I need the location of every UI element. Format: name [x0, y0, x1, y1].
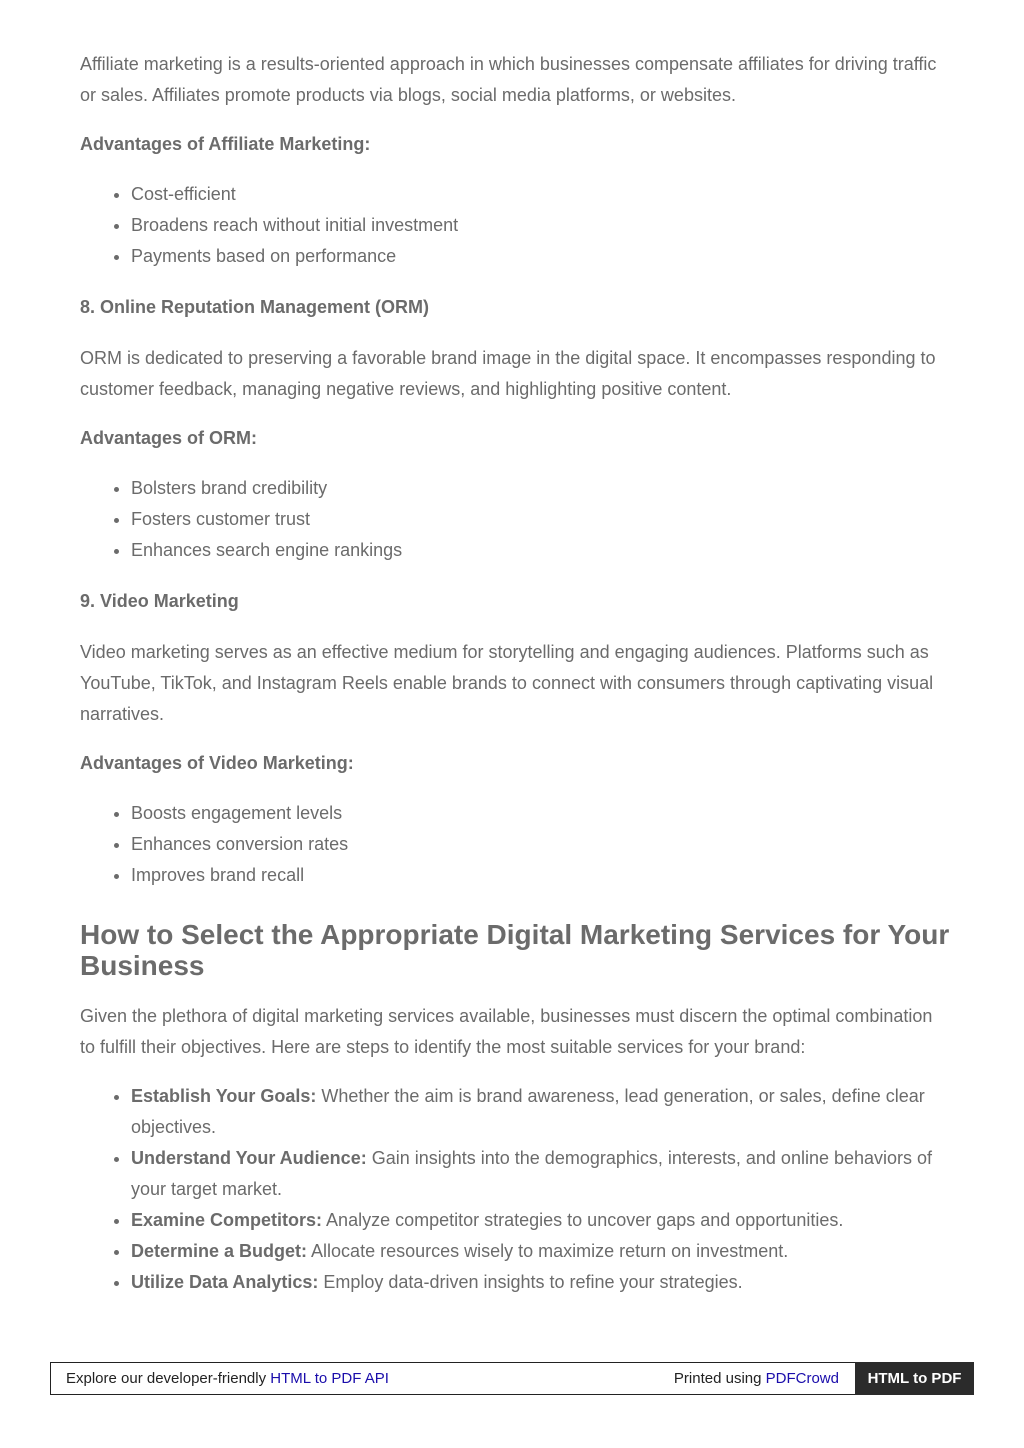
selection-steps-list — [80, 1081, 950, 1298]
step-text: Gain insights into the demographics, interests, and online behaviors of your target market. — [131, 1148, 933, 1199]
affiliate-advantages-list — [80, 179, 950, 272]
list-item — [131, 1267, 950, 1298]
select-services-paragraph: Given the plethora of digital marketing services available, businesses must discern the optimal combination to fulfill their objectives. Here are steps to identify the most suitable services for your brand: — [80, 1006, 933, 1057]
step-label: Determine a Budget: — [131, 1241, 308, 1261]
step-label: Utilize Data Analytics: — [131, 1272, 319, 1292]
list-item: • Enhances conversion rates — [131, 829, 950, 860]
footer-explore-text: Explore our developer-friendly — [66, 1370, 271, 1387]
list-item: • Boosts engagement levels — [131, 798, 950, 829]
video-paragraph: Video marketing serves as an effective medium for storytelling and engaging audiences. Platforms such as YouTube, TikTok, and Instagram Reels enable brands to connect with consumers through captivating visual narratives. — [80, 642, 934, 724]
orm-paragraph: ORM is dedicated to preserving a favorable brand image in the digital space. It encompasses responding to customer feedback, managing negative reviews, and highlighting positive content. — [80, 348, 936, 399]
step-text: Employ data-driven insights to refine your strategies. — [318, 1272, 743, 1292]
list-item — [131, 1143, 950, 1205]
footer-explore — [66, 1370, 389, 1387]
orm-heading: 8. Online Reputation Management (ORM) — [80, 297, 430, 317]
step-label: Examine Competitors: — [131, 1210, 323, 1230]
list-item — [131, 1236, 950, 1267]
html-to-pdf-badge[interactable]: HTML to PDF — [855, 1362, 974, 1395]
video-advantages-list — [80, 798, 950, 891]
orm-advantages-list — [80, 473, 950, 566]
list-item: • Fosters customer trust — [131, 504, 950, 535]
step-text: Allocate resources wisely to maximize return on investment. — [307, 1241, 789, 1261]
pdfcrowd-link[interactable]: PDFCrowd — [765, 1370, 839, 1387]
step-text: Analyze competitor strategies to uncover gaps and opportunities. — [322, 1210, 844, 1230]
list-item: • Improves brand recall — [131, 860, 950, 891]
list-item — [131, 1205, 950, 1236]
select-services-heading: How to Select the Appropriate Digital Marketing Services for Your Business — [80, 919, 950, 981]
list-item: • Cost-efficient — [131, 179, 950, 210]
list-item: • Payments based on performance — [131, 241, 950, 272]
list-item — [131, 1081, 950, 1143]
orm-advantages-heading: Advantages of ORM: — [80, 428, 258, 448]
video-advantages-heading: Advantages of Video Marketing: — [80, 753, 354, 773]
list-item: • Broadens reach without initial investment — [131, 210, 950, 241]
html-to-pdf-api-link[interactable]: HTML to PDF API — [270, 1370, 389, 1387]
step-text: Whether the aim is brand awareness, lead generation, or sales, define clear objectives. — [131, 1086, 925, 1137]
step-label: Understand Your Audience: — [131, 1148, 367, 1168]
video-heading: 9. Video Marketing — [80, 591, 239, 611]
list-item: • Bolsters brand credibility — [131, 473, 950, 504]
affiliate-advantages-heading: Advantages of Affiliate Marketing: — [80, 134, 371, 154]
list-item: • Enhances search engine rankings — [131, 535, 950, 566]
pdf-footer-bar — [50, 1362, 974, 1395]
affiliate-intro-paragraph: Affiliate marketing is a results-oriented approach in which businesses compensate affiliates for driving traffic or sales. Affiliates promote products via blogs, social media platforms, or websites. — [80, 54, 937, 105]
footer-printed-text: Printed using — [673, 1370, 766, 1387]
footer-printed — [674, 1370, 839, 1387]
article-body — [80, 49, 950, 1318]
step-label: Establish Your Goals: — [131, 1086, 317, 1106]
